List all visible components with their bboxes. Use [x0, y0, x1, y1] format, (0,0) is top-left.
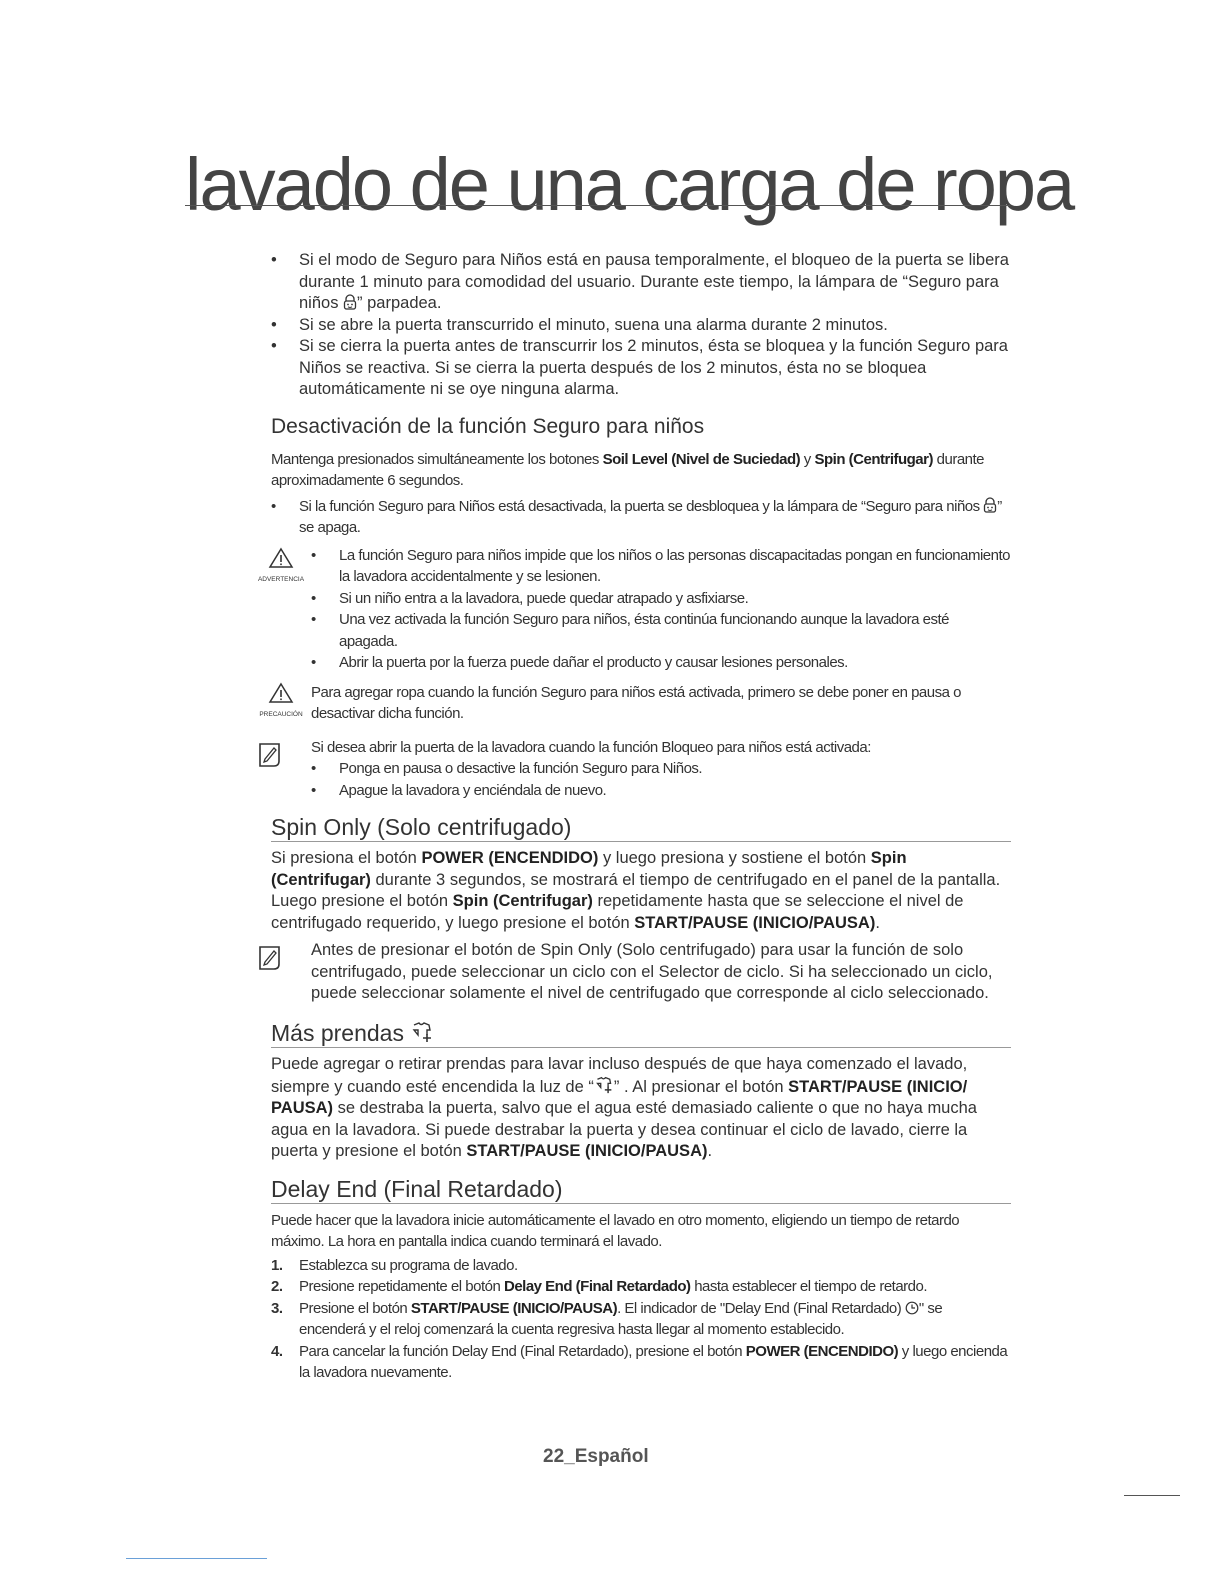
- spin-only-section: [271, 848, 1011, 1005]
- add-garment-icon: [594, 1076, 614, 1094]
- delay-end-steps: [271, 1255, 1011, 1384]
- warning-label: ADVERTENCIA: [257, 575, 305, 583]
- intro-bullet-list: [271, 250, 1011, 401]
- spin-only-text-2: Luego presione el botón Spin (Centrifugar) repetidamente hasta que se seleccione el nivel de centrifugado requerido, y luego presione el botón START/PAUSE (INICIO/PAUSA).: [271, 892, 964, 932]
- note-icon: [257, 741, 283, 769]
- caution-label: PRECAUCIÓN: [259, 710, 303, 718]
- note-block: [271, 737, 1011, 802]
- deactivation-section: [257, 449, 1011, 802]
- spin-only-note-text: Antes de presionar el botón de Spin Only (Solo centrifugado) para usar la función de solo centrifugado, puede seleccionar un ciclo con el Selector de ciclo. Si ha seleccionado un ciclo, puede seleccionar solamente el nivel de centrifugado que corresponde al ciclo seleccionado.: [311, 941, 993, 1003]
- warning-badge: [255, 547, 307, 591]
- list-item: • Apague la lavadora y enciéndala de nuevo.: [311, 780, 1011, 802]
- delay-end-heading: Delay End (Final Retardado): [271, 1177, 1011, 1204]
- caution-triangle-icon: [268, 682, 294, 704]
- list-item: • Si se abre la puerta transcurrido el minuto, suena una alarma durante 2 minutos.: [271, 315, 1011, 337]
- page-edge-mark: [126, 1558, 267, 1559]
- list-item: • La función Seguro para niños impide que los niños o las personas discapacitadas pongan en funcionamiento la lavadora accidentalmente y se lesionen.: [311, 545, 1011, 588]
- page-number: 22_Español: [543, 1446, 649, 1467]
- list-item: • Ponga en pausa o desactive la función Seguro para Niños.: [311, 758, 1011, 780]
- note-list: [311, 758, 1011, 801]
- list-item: 4. Para cancelar la función Delay End (Final Retardado), presione el botón POWER (ENCENDIDO) y luego encienda la lavadora nuevamente.: [271, 1342, 1008, 1382]
- spin-only-note: [271, 940, 1011, 1005]
- warning-list: [311, 545, 1011, 674]
- warning-triangle-icon: [268, 547, 294, 569]
- caution-badge: [255, 682, 307, 726]
- note-text: Si desea abrir la puerta de la lavadora cuando la función Bloqueo para niños está activada:: [311, 738, 871, 756]
- mas-prendas-section: [271, 1054, 1011, 1163]
- note-icon: [257, 944, 283, 972]
- spin-only-heading: Spin Only (Solo centrifugado): [271, 815, 1011, 842]
- list-item: • Si el modo de Seguro para Niños está en pausa temporalmente, el bloqueo de la puerta se libera durante 1 minuto para comodidad del usuario. Durante este tiempo, la lámpara de “Seguro para niños ” parpadea.: [271, 250, 1011, 315]
- add-garment-icon: [410, 1021, 434, 1043]
- title-rule: [185, 205, 1010, 206]
- child-lock-icon: [343, 294, 357, 310]
- deactivation-heading: Desactivación de la función Seguro para niños: [271, 414, 705, 438]
- clock-icon: [905, 1301, 919, 1315]
- page-title: lavado de una carga de ropa: [185, 143, 1074, 226]
- spin-only-text-1: Si presiona el botón POWER (ENCENDIDO) y luego presiona y sostiene el botón Spin (Centrifugar) durante 3 segundos, se mostrará el tiempo de centrifugado en el panel de la pantalla.: [271, 849, 1001, 889]
- list-item: • Si un niño entra a la lavadora, puede quedar atrapado y asfixiarse.: [311, 588, 1011, 610]
- warning-block: [257, 545, 1011, 674]
- deactivation-bullets: [271, 496, 1011, 539]
- mas-prendas-text: Puede agregar o retirar prendas para lavar incluso después de que haya comenzado el lavado, siempre y cuando esté encendida la luz de “ ” . Al presionar el botón START/PAUSE (INICIO/ PAUSA) se destraba la puerta, salvo que el agua esté demasiado caliente o que no haya mucha agua en la lavadora. Si puede destrabar la puerta y desea continuar el ciclo de lavado, cierre la puerta y presione el botón START/PAUSE (INICIO/PAUSA).: [271, 1055, 977, 1161]
- list-item: 1. Establezca su programa de lavado.: [271, 1256, 518, 1274]
- caution-text: Para agregar ropa cuando la función Seguro para niños está activada, primero se debe poner en pausa o desactivar dicha función.: [311, 683, 961, 722]
- delay-end-intro: Puede hacer que la lavadora inicie automáticamente el lavado en otro momento, eligiendo un tiempo de retardo máximo. La hora en pantalla indica cuando terminará el lavado.: [271, 1211, 960, 1251]
- delay-end-section: [271, 1210, 1011, 1384]
- list-item: • Una vez activada la función Seguro para niños, ésta continúa funcionando aunque la lavadora esté apagada.: [311, 609, 1011, 652]
- deactivation-text: Mantenga presionados simultáneamente los botones Soil Level (Nivel de Suciedad) y Spin (Centrifugar) durante aproximadamente 6 segundos.: [271, 450, 985, 489]
- list-item: 3. Presione el botón START/PAUSE (INICIO/PAUSA). El indicador de "Delay End (Final Retardado) " se encenderá y el reloj comenzará la cuenta regresiva hasta llegar al momento establecido.: [271, 1299, 943, 1339]
- page-edge-mark: [1124, 1495, 1180, 1496]
- caution-block: [259, 682, 1011, 725]
- list-item: • Si se cierra la puerta antes de transcurrir los 2 minutos, ésta se bloquea y la función Seguro para Niños se reactiva. Si se cierra la puerta después de los 2 minutos, ésta no se bloquea automáticamente ni se oye ninguna alarma.: [271, 336, 1011, 401]
- child-lock-icon: [983, 497, 997, 513]
- list-item: 2. Presione repetidamente el botón Delay End (Final Retardado) hasta establecer el tiempo de retardo.: [271, 1278, 928, 1296]
- list-item: • Si la función Seguro para Niños está desactivada, la puerta se desbloquea y la lámpara de “Seguro para niños ” se apaga.: [271, 496, 1011, 539]
- mas-prendas-heading: Más prendas: [271, 1021, 1011, 1048]
- content: [257, 250, 1011, 1384]
- list-item: • Abrir la puerta por la fuerza puede dañar el producto y causar lesiones personales.: [311, 652, 1011, 674]
